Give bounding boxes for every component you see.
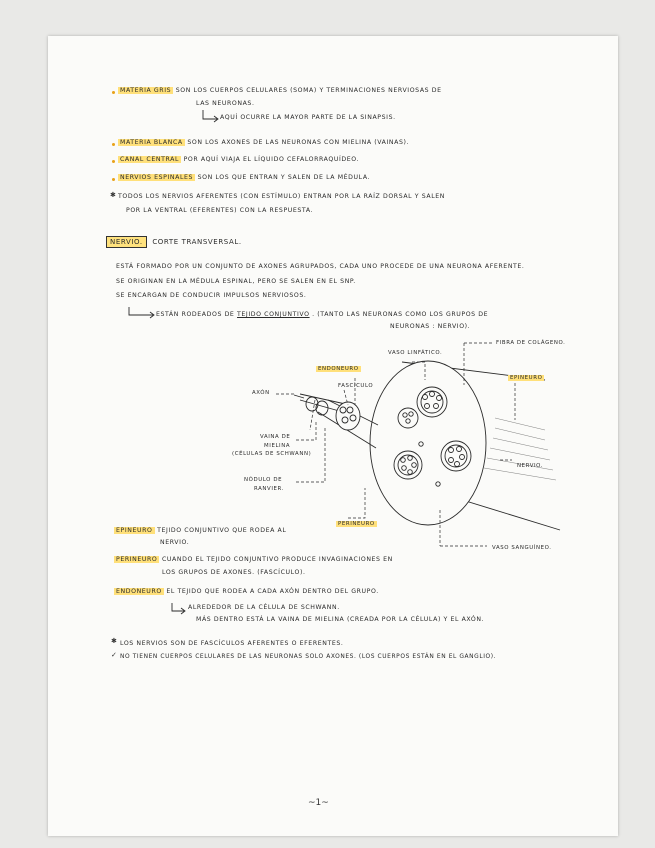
endoneuro-def — [114, 588, 379, 595]
label-nervio: NERVIO. — [517, 463, 544, 469]
epineuro-text-2: NERVIO. — [160, 539, 190, 546]
epineuro-def — [114, 527, 286, 534]
materia-gris-text-2: LAS NEURONAS. — [196, 100, 255, 107]
canal-central-text: POR AQUÍ VIAJA EL LÍQUIDO CEFALORRAQUÍDEO. — [183, 156, 360, 163]
materia-gris-term: MATERIA GRIS — [120, 87, 172, 94]
note-1: LOS NERVIOS SON DE FASCÍCULOS AFERENTES O EFERENTES. — [120, 640, 344, 647]
todos-text-1: TODOS LOS NERVIOS AFERENTES (CON ESTÍMULO) ENTRAN POR LA RAÍZ DORSAL Y SALEN — [118, 193, 445, 200]
nervios-espinales-text: SON LOS QUE ENTRAN Y SALEN DE LA MÉDULA. — [197, 174, 371, 181]
star-bullet: ✱ — [111, 637, 117, 645]
label-fasciculo: FASCÍCULO — [338, 383, 374, 389]
star-bullet: ✱ — [110, 191, 116, 199]
label-axon: AXÓN — [252, 390, 270, 396]
label-vaina-1: VAINA DE — [260, 434, 291, 440]
arrow-text-b: TEJIDO CONJUNTIVO — [237, 311, 310, 318]
nervio-p2: SE ORIGINAN EN LA MÉDULA ESPINAL, PERO SE SALEN EN EL SNP. — [116, 278, 356, 285]
perineuro-text: CUANDO EL TEJIDO CONJUNTIVO PRODUCE INVAGINACIONES EN — [161, 556, 393, 563]
label-perineuro: PERINEURO — [338, 521, 375, 527]
label-vaso-sanguineo: VASO SANGUÍNEO. — [492, 545, 552, 551]
label-fibra-colageno: FIBRA DE COLÁGENO. — [496, 340, 566, 346]
materia-gris-text: SON LOS CUERPOS CELULARES (SOMA) Y TERMINACIONES NERVIOSAS DE — [175, 87, 442, 94]
page-number: ~1~ — [308, 798, 329, 808]
note-2: NO TIENEN CUERPOS CELULARES DE LAS NEURONAS SOLO AXONES. (LOS CUERPOS ESTÁN EN EL GANGLIO). — [120, 654, 497, 660]
materia-blanca-text: SON LOS AXONES DE LAS NEURONAS CON MIELINA (VAINAS). — [187, 139, 410, 146]
perineuro-term: PERINEURO — [116, 556, 158, 563]
nervio-p1: ESTÁ FORMADO POR UN CONJUNTO DE AXONES AGRUPADOS, CADA UNO PROCEDE DE UNA NEURONA AFERENTE. — [116, 263, 525, 270]
arrow-text-c: . (TANTO LAS NEURONAS COMO LOS GRUPOS DE — [312, 311, 489, 318]
endoneuro-text: EL TEJIDO QUE RODEA A CADA AXÓN DENTRO DEL GRUPO. — [166, 588, 379, 595]
label-epineuro: EPINEURO — [510, 375, 543, 381]
label-vaso-linfatico: VASO LINFÁTICO. — [388, 350, 443, 356]
endoneuro-text-2: ALREDEDOR DE LA CÉLULA DE SCHWANN. — [188, 604, 340, 611]
nervio-title: NERVIO. — [106, 236, 147, 248]
label-endoneuro: ENDONEURO — [318, 366, 359, 372]
perineuro-def — [114, 556, 393, 563]
arrow-text-a: ESTÁN RODEADOS DE — [156, 311, 235, 318]
todos-text-2: POR LA VENTRAL (EFERENTES) CON LA RESPUESTA. — [126, 207, 314, 214]
epineuro-term: EPINEURO — [116, 527, 153, 534]
label-nodulo-2: RANVIER. — [254, 486, 284, 492]
nervio-arrow-text-d: NEURONAS : NERVIO). — [390, 323, 471, 330]
nervios-espinales-term: NERVIOS ESPINALES — [120, 174, 194, 181]
nervio-p3: SE ENCARGAN DE CONDUCIR IMPULSOS NERVIOSOS. — [116, 292, 307, 299]
label-vaina-3: (CÉLULAS DE SCHWANN) — [232, 451, 312, 457]
label-nodulo-1: NÓDULO DE — [244, 477, 283, 483]
nervio-subtitle: CORTE TRANSVERSAL. — [152, 238, 242, 246]
materia-blanca-term: MATERIA BLANCA — [120, 139, 183, 146]
label-vaina-2: MIELINA — [264, 443, 291, 449]
endoneuro-text-3: MÁS DENTRO ESTÁ LA VAINA DE MIELINA (CREADA POR LA CÉLULA) Y EL AXÓN. — [196, 616, 485, 623]
check-bullet: ✓ — [111, 651, 117, 659]
epineuro-text: TEJIDO CONJUNTIVO QUE RODEA AL — [157, 527, 287, 534]
canal-central-term: CANAL CENTRAL — [120, 156, 179, 163]
materia-gris-sub: AQUÍ OCURRE LA MAYOR PARTE DE LA SINAPSIS. — [220, 114, 396, 121]
perineuro-text-2: LOS GRUPOS DE AXONES. (FASCÍCULO). — [162, 569, 306, 576]
endoneuro-term: ENDONEURO — [116, 588, 162, 595]
